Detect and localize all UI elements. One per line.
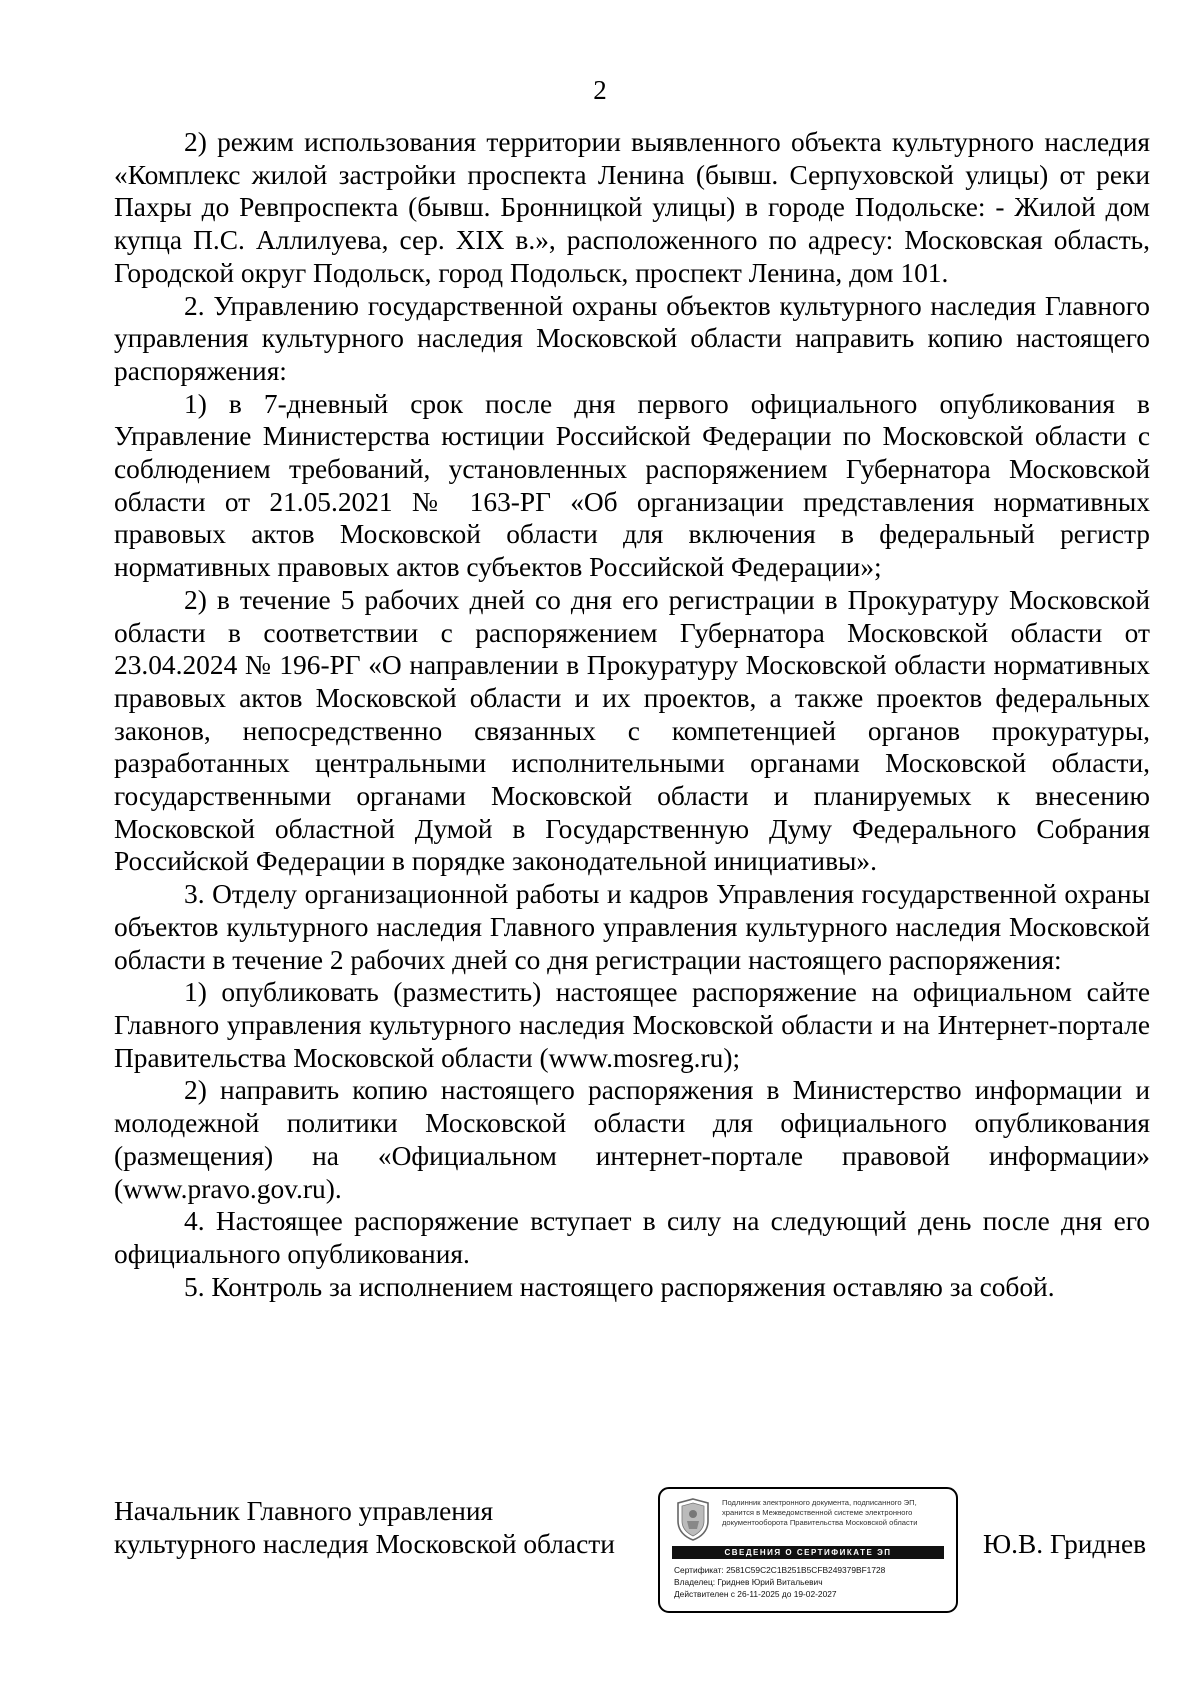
- stamp-info-text: Подлинник электронного документа, подписанного ЭП, хранится в Межведомственной системе электронного документооборота Правительства Московской области: [722, 1498, 918, 1527]
- stamp-certificate: Сертификат: 2581C59C2C1B251B5CFB249379BF1728: [674, 1565, 886, 1575]
- signatory-name: Ю.В. Гриднев: [983, 1529, 1147, 1559]
- paragraph-item-3: 3. Отделу организационной работы и кадров Управления государственной охраны объектов культурного наследия Главного управления культурного наследия Московской области в течение 2 рабочих дней со дня регистрации настоящего распоряжения:: [114, 879, 1150, 975]
- signatory-title: [114, 1495, 615, 1560]
- stamp-banner: СВЕДЕНИЯ О СЕРТИФИКАТЕ ЭП: [672, 1546, 944, 1559]
- paragraph-subitem-2-2: 2) в течение 5 рабочих дней со дня его регистрации в Прокуратуру Московской области в соответствии с распоряжением Губернатора Московской области от 23.04.2024 № 196-РГ «О направлении в Прокуратуру Московской области нормативных правовых актов Московской области и их проектов, а также проектов федеральных законов, непосредственно связанных с компетенцией органов прокуратуры, разработанных центральными исполнительными органами Московской области, государственными органами Московской области и планируемых к внесению Московской областной Думой в Государственную Думу Федерального Собрания Российской Федерации в порядке законодательной инициативы».: [114, 584, 1150, 877]
- signatory-title-line-1: Начальник Главного управления: [114, 1496, 494, 1526]
- electronic-signature-stamp: [658, 1487, 958, 1613]
- paragraph-subitem-3-2: 2) направить копию настоящего распоряжения в Министерство информации и молодежной политики Московской области для официального опубликования (размещения) на «Официальном интернет-портале правовой информации» (www.pravo.gov.ru).: [114, 1075, 1150, 1204]
- coat-of-arms-icon: [674, 1497, 712, 1541]
- stamp-certificate-details: [674, 1564, 950, 1601]
- paragraph-regime: 2) режим использования территории выявленного объекта культурного наследия «Комплекс жилой застройки проспекта Ленина (бывш. Серпуховской улицы) от реки Пахры до Ревпроспекта (бывш. Бронницкой улицы) в городе Подольске: - Жилой дом купца П.С. Аллилуева, сер. XIX в.», расположенного по адресу: Московская область, Городской округ Подольск, город Подольск, проспект Ленина, дом 101.: [114, 127, 1150, 288]
- paragraph-subitem-3-1: 1) опубликовать (разместить) настоящее распоряжение на официальном сайте Главного управления культурного наследия Московской области и на Интернет-портале Правительства Московской области (www.mosreg.ru);: [114, 977, 1150, 1073]
- paragraph-item-5: 5. Контроль за исполнением настоящего распоряжения оставляю за собой.: [184, 1271, 1055, 1302]
- document-body: [114, 126, 1150, 1303]
- signatory-title-line-2: культурного наследия Московской области: [114, 1528, 615, 1559]
- paragraph-item-4: 4. Настоящее распоряжение вступает в силу на следующий день после дня его официального опубликования.: [114, 1206, 1150, 1269]
- paragraph-item-2: 2. Управлению государственной охраны объектов культурного наследия Главного управления культурного наследия Московской области направить копию настоящего распоряжения:: [114, 290, 1150, 386]
- page-number: 2: [593, 75, 607, 105]
- stamp-owner: Владелец: Гриднев Юрий Витальевич: [674, 1577, 823, 1588]
- paragraph-subitem-2-1: 1) в 7-дневный срок после дня первого официального опубликования в Управление Министерства юстиции Российской Федерации по Московской области с соблюдением требований, установленных распоряжением Губернатора Московской области от 21.05.2021 № 163-РГ «Об организации представления нормативных правовых актов Московской области для включения в федеральный регистр нормативных правовых актов субъектов Российской Федерации»;: [114, 388, 1150, 583]
- stamp-validity: Действителен с 26-11-2025 до 19-02-2027: [674, 1589, 837, 1600]
